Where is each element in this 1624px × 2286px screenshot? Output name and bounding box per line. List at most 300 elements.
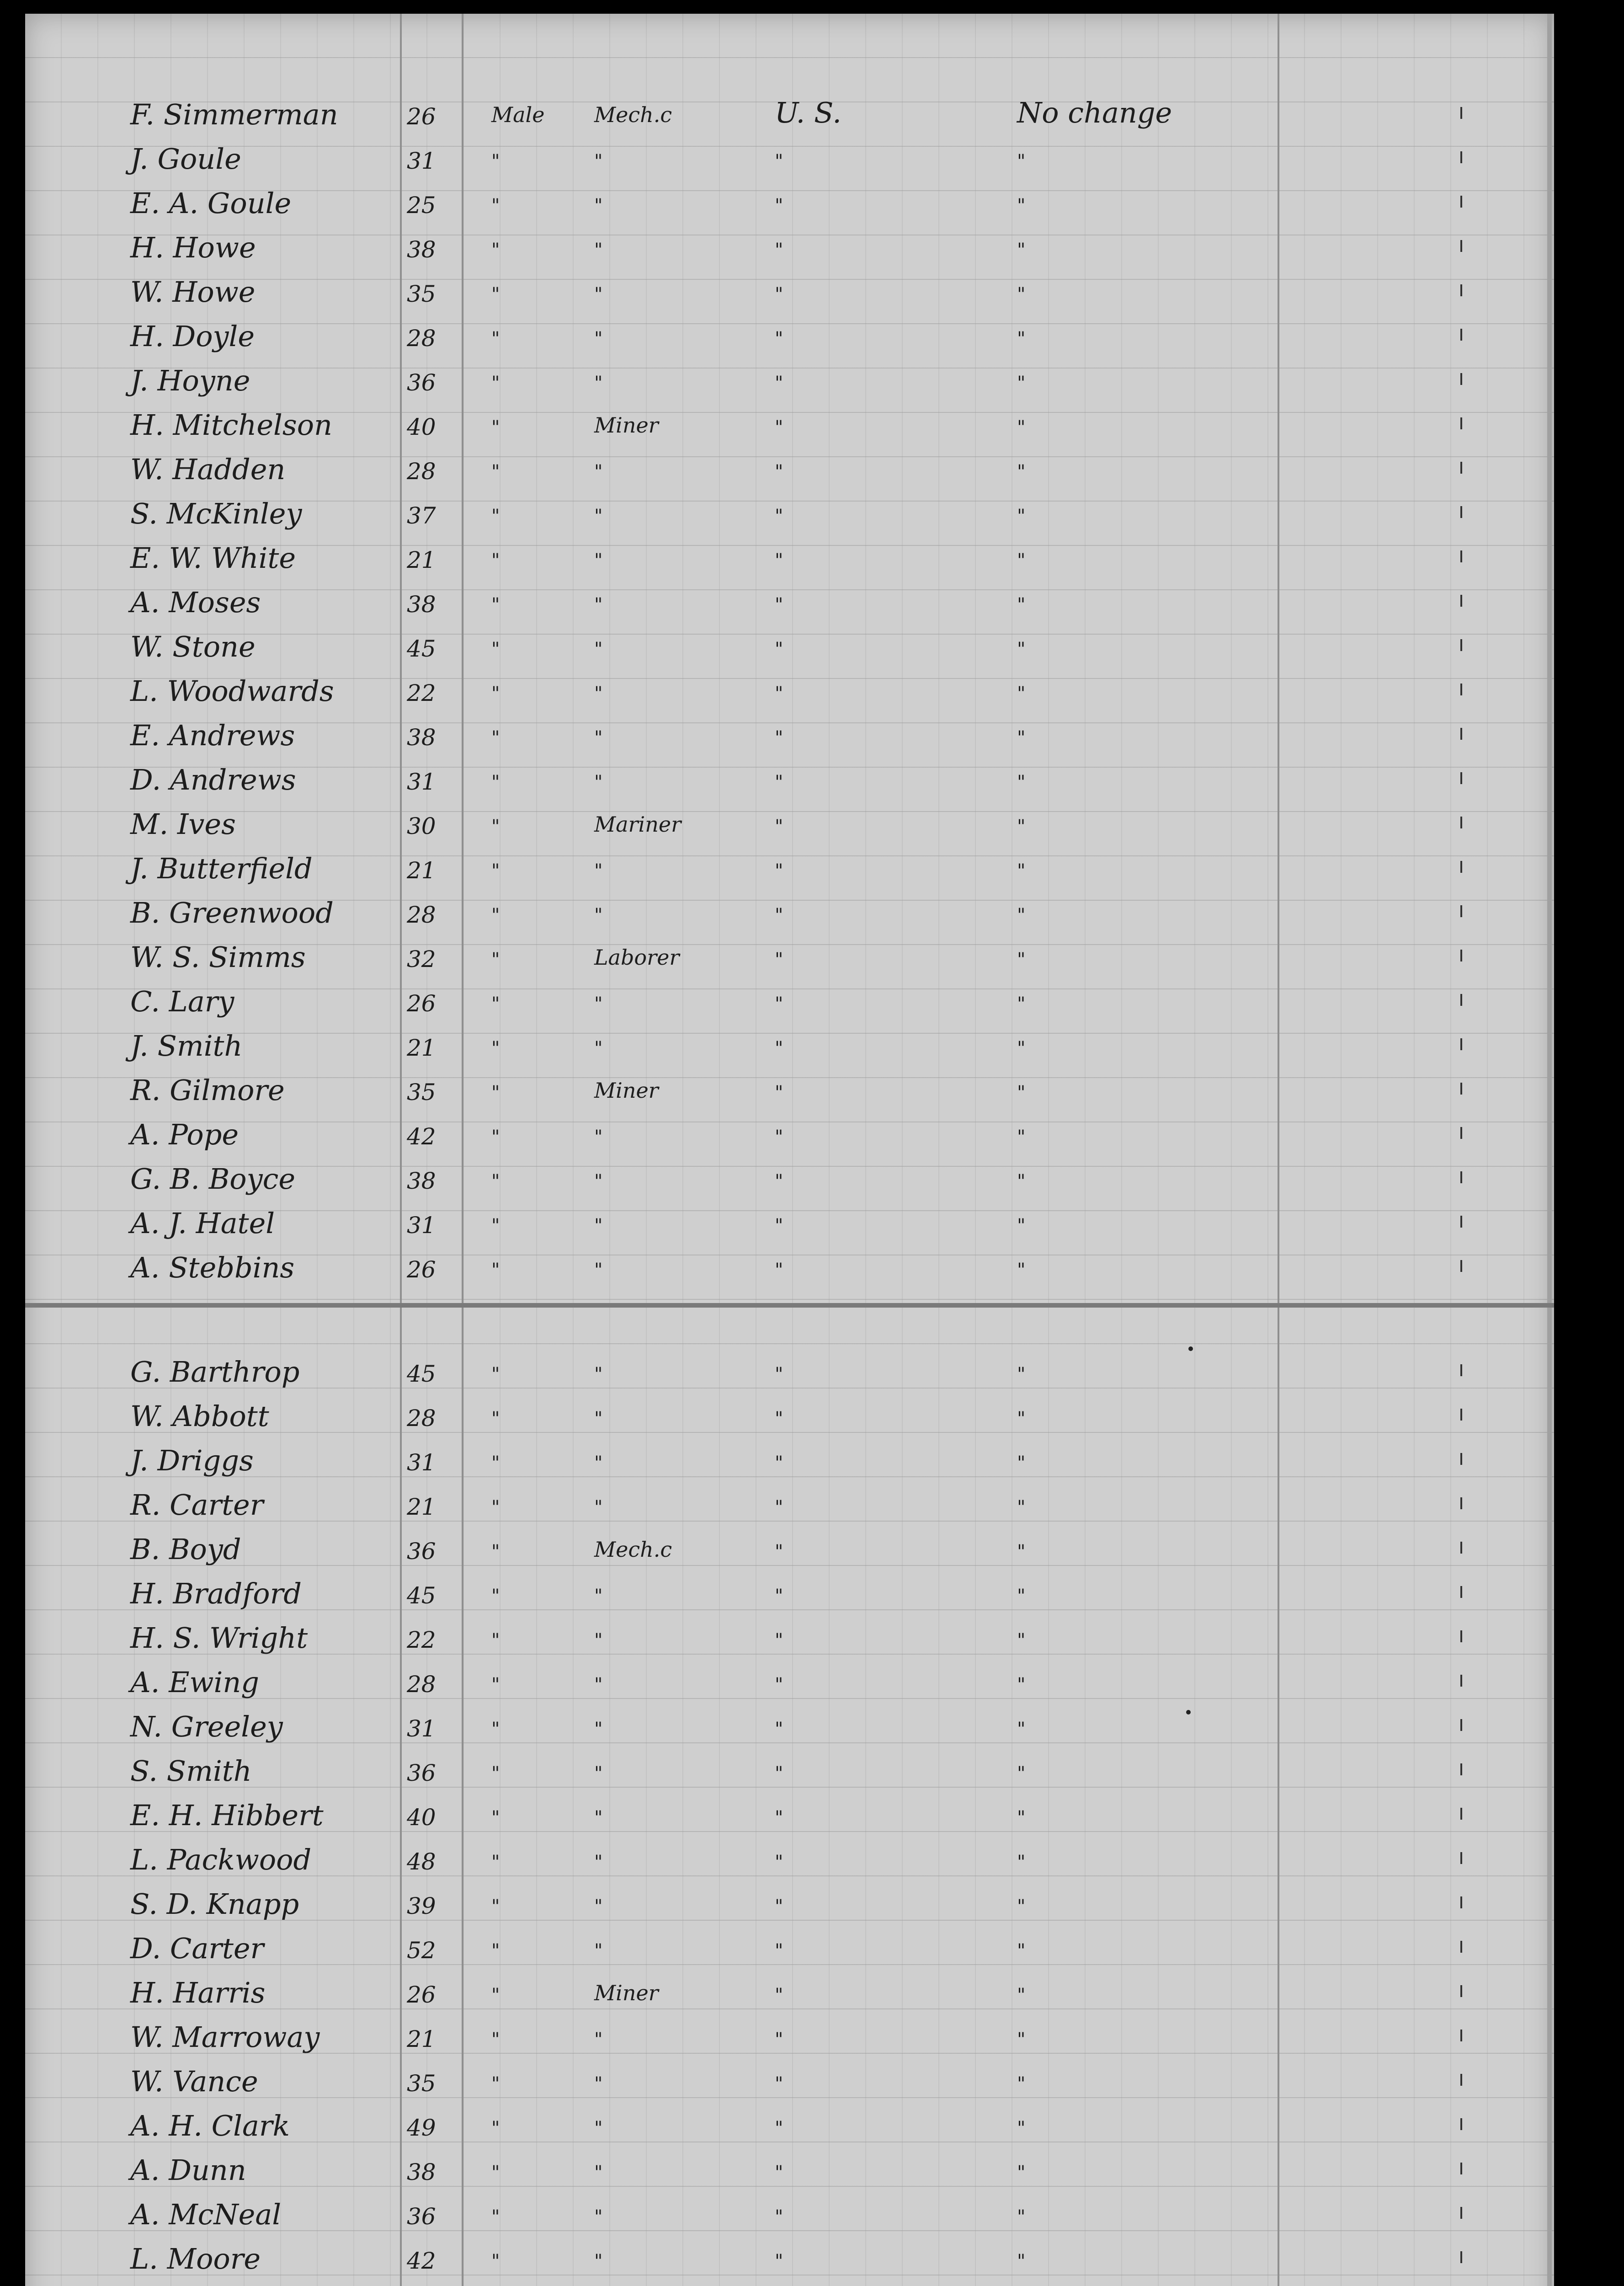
- age-cell: 21: [407, 2026, 436, 2052]
- ditto-mark: [1460, 728, 1462, 740]
- ditto-mark: [1460, 284, 1462, 296]
- name-cell: W. Hadden: [130, 453, 286, 486]
- age-cell: 36: [407, 369, 436, 396]
- occupation-cell: Mech.c: [594, 1537, 672, 1562]
- age-cell: 22: [407, 680, 436, 706]
- birthplace-cell: ": [775, 1453, 783, 1474]
- occupation-cell: ": [594, 683, 603, 704]
- sex-cell: ": [491, 2251, 500, 2272]
- age-cell: 21: [407, 857, 436, 884]
- birthplace-cell: ": [775, 2206, 783, 2227]
- ditto-mark: [1460, 1260, 1462, 1272]
- age-cell: 38: [407, 2159, 436, 2185]
- birthplace-cell: ": [775, 1719, 783, 1740]
- ditto-mark: [1460, 950, 1462, 961]
- name-cell: A. Ewing: [130, 1666, 259, 1699]
- name-cell: E. H. Hibbert: [130, 1799, 324, 1832]
- occupation-cell: ": [594, 195, 603, 216]
- birthplace-cell: ": [775, 993, 783, 1015]
- status-cell: ": [1017, 1215, 1026, 1236]
- status-cell: ": [1017, 328, 1026, 349]
- occupation-cell: ": [594, 328, 603, 349]
- ditto-mark: [1460, 1453, 1462, 1465]
- birthplace-cell: ": [775, 683, 783, 704]
- occupation-cell: ": [594, 1586, 603, 1607]
- occupation-cell: ": [594, 1940, 603, 1961]
- occupation-cell: ": [594, 506, 603, 527]
- status-cell: ": [1017, 993, 1026, 1015]
- sex-cell: ": [491, 1630, 500, 1651]
- occupation-cell: ": [594, 2251, 603, 2272]
- age-cell: 28: [407, 1671, 436, 1698]
- ledger-row: [25, 1925, 1554, 1969]
- status-cell: ": [1017, 1260, 1026, 1281]
- birthplace-cell: ": [775, 2118, 783, 2139]
- sex-cell: ": [491, 2118, 500, 2139]
- ledger-page: [25, 14, 1554, 2286]
- age-cell: 40: [407, 1804, 436, 1831]
- status-cell: ": [1017, 949, 1026, 970]
- status-cell: ": [1017, 1763, 1026, 1784]
- name-cell: G. B. Boyce: [130, 1162, 296, 1196]
- ditto-mark: [1460, 2251, 1462, 2263]
- ledger-row: [25, 934, 1554, 978]
- birthplace-cell: ": [775, 860, 783, 881]
- ledger-row: [25, 1156, 1554, 1200]
- name-cell: A. H. Clark: [130, 2109, 290, 2142]
- ditto-mark: [1460, 639, 1462, 651]
- age-cell: 21: [407, 547, 436, 573]
- ditto-mark: [1460, 1542, 1462, 1554]
- ledger-row: [25, 2236, 1554, 2280]
- ledger-row: [25, 1970, 1554, 2014]
- birthplace-cell: ": [775, 1497, 783, 1518]
- sex-cell: ": [491, 727, 500, 748]
- name-cell: H. Harris: [130, 1976, 266, 2009]
- name-cell: A. McNeal: [130, 2198, 282, 2231]
- age-cell: 42: [407, 2248, 436, 2274]
- status-cell: ": [1017, 1082, 1026, 1103]
- ditto-mark: [1460, 107, 1462, 119]
- ditto-mark: [1460, 2163, 1462, 2174]
- ditto-mark: [1460, 2207, 1462, 2219]
- sex-cell: ": [491, 1408, 500, 1429]
- birthplace-cell: ": [775, 417, 783, 438]
- name-cell: W. Vance: [130, 2065, 258, 2098]
- ditto-mark: [1460, 994, 1462, 1006]
- ledger-row: [25, 2103, 1554, 2147]
- ledger-row: [25, 1200, 1554, 1244]
- ditto-mark: [1460, 196, 1462, 208]
- name-cell: G. Barthrop: [130, 1355, 300, 1389]
- ledger-row: [25, 224, 1554, 268]
- ledger-row: [25, 402, 1554, 446]
- name-cell: R. Carter: [130, 1488, 264, 1522]
- name-cell: R. Gilmore: [130, 1074, 285, 1107]
- occupation-cell: ": [594, 1763, 603, 1784]
- occupation-cell: ": [594, 1453, 603, 1474]
- name-cell: D. Andrews: [130, 763, 296, 796]
- birthplace-cell: ": [775, 1038, 783, 1059]
- name-cell: M. Ives: [130, 807, 236, 841]
- ditto-mark: [1460, 684, 1462, 695]
- age-cell: 52: [407, 1937, 436, 1964]
- ledger-row: [25, 579, 1554, 623]
- age-cell: 35: [407, 1079, 436, 1106]
- birthplace-cell: ": [775, 1940, 783, 1961]
- name-cell: A. J. Hatel: [130, 1207, 275, 1240]
- age-cell: 39: [407, 1893, 436, 1919]
- age-cell: 26: [407, 1256, 436, 1283]
- name-cell: J. Hoyne: [130, 364, 250, 397]
- occupation-cell: ": [594, 1630, 603, 1651]
- ledger-row: [25, 1067, 1554, 1111]
- occupation-cell: ": [594, 461, 603, 482]
- occupation-cell: ": [594, 284, 603, 305]
- ledger-row: [25, 1659, 1554, 1703]
- age-cell: 49: [407, 2115, 436, 2141]
- name-cell: A. Dunn: [130, 2153, 246, 2187]
- sex-cell: ": [491, 550, 500, 571]
- ledger-row: [25, 136, 1554, 180]
- sex-cell: ": [491, 1763, 500, 1784]
- ledger-row: [25, 1792, 1554, 1836]
- sex-cell: ": [491, 1674, 500, 1695]
- ditto-mark: [1460, 1127, 1462, 1139]
- status-cell: ": [1017, 1719, 1026, 1740]
- age-cell: 36: [407, 1760, 436, 1786]
- sex-cell: ": [491, 905, 500, 926]
- ledger-row: [25, 2058, 1554, 2102]
- status-cell: ": [1017, 506, 1026, 527]
- birthplace-cell: ": [775, 284, 783, 305]
- birthplace-cell: ": [775, 1408, 783, 1429]
- birthplace-cell: ": [775, 727, 783, 748]
- page-fold: [25, 1303, 1554, 1308]
- birthplace-cell: U. S.: [775, 96, 841, 129]
- sex-cell: ": [491, 1497, 500, 1518]
- sex-cell: ": [491, 284, 500, 305]
- age-cell: 45: [407, 1361, 436, 1387]
- occupation-cell: Miner: [594, 413, 659, 438]
- status-cell: ": [1017, 1896, 1026, 1917]
- birthplace-cell: ": [775, 2073, 783, 2094]
- birthplace-cell: ": [775, 1985, 783, 2006]
- name-cell: W. S. Simms: [130, 940, 306, 974]
- status-cell: ": [1017, 1364, 1026, 1385]
- birthplace-cell: ": [775, 1215, 783, 1236]
- ditto-mark: [1460, 151, 1462, 163]
- ditto-mark: [1460, 1364, 1462, 1376]
- sex-cell: ": [491, 949, 500, 970]
- occupation-cell: ": [594, 550, 603, 571]
- name-cell: S. D. Knapp: [130, 1887, 299, 1921]
- ditto-mark: [1460, 1216, 1462, 1228]
- ditto-mark: [1460, 1171, 1462, 1183]
- ledger-row: [25, 668, 1554, 712]
- name-cell: S. McKinley: [130, 497, 302, 530]
- ledger-row: [25, 712, 1554, 756]
- sex-cell: ": [491, 240, 500, 261]
- occupation-cell: ": [594, 905, 603, 926]
- birthplace-cell: ": [775, 461, 783, 482]
- sex-cell: ": [491, 1215, 500, 1236]
- sex-cell: ": [491, 151, 500, 172]
- age-cell: 48: [407, 1848, 436, 1875]
- status-cell: ": [1017, 860, 1026, 881]
- status-cell: No change: [1017, 96, 1172, 129]
- occupation-cell: ": [594, 2206, 603, 2227]
- sex-cell: ": [491, 2073, 500, 2094]
- ditto-mark: [1460, 817, 1462, 828]
- occupation-cell: ": [594, 993, 603, 1015]
- occupation-cell: ": [594, 1719, 603, 1740]
- age-cell: 38: [407, 1168, 436, 1194]
- birthplace-cell: ": [775, 1541, 783, 1562]
- status-cell: ": [1017, 2073, 1026, 2094]
- occupation-cell: ": [594, 1364, 603, 1385]
- name-cell: A. Moses: [130, 586, 261, 619]
- sex-cell: ": [491, 2029, 500, 2050]
- occupation-cell: Mech.c: [594, 102, 672, 127]
- status-cell: ": [1017, 639, 1026, 660]
- age-cell: 38: [407, 591, 436, 618]
- age-cell: 31: [407, 148, 436, 174]
- ditto-mark: [1460, 861, 1462, 873]
- status-cell: ": [1017, 151, 1026, 172]
- status-cell: ": [1017, 816, 1026, 837]
- birthplace-cell: ": [775, 1852, 783, 1873]
- ditto-mark: [1460, 1630, 1462, 1642]
- sex-cell: ": [491, 639, 500, 660]
- birthplace-cell: ": [775, 2162, 783, 2183]
- occupation-cell: ": [594, 2162, 603, 2183]
- ditto-mark: [1460, 905, 1462, 917]
- age-cell: 31: [407, 1715, 436, 1742]
- age-cell: 32: [407, 946, 436, 972]
- ledger-row: [25, 358, 1554, 401]
- status-cell: ": [1017, 1630, 1026, 1651]
- sex-cell: ": [491, 1940, 500, 1961]
- age-cell: 38: [407, 724, 436, 751]
- status-cell: ": [1017, 1985, 1026, 2006]
- birthplace-cell: ": [775, 506, 783, 527]
- age-cell: 26: [407, 990, 436, 1017]
- occupation-cell: ": [594, 772, 603, 793]
- age-cell: 28: [407, 458, 436, 485]
- occupation-cell: ": [594, 1127, 603, 1148]
- name-cell: F. Simmerman: [130, 98, 338, 131]
- sex-cell: ": [491, 1364, 500, 1385]
- ledger-row: [25, 624, 1554, 668]
- name-cell: A. Pope: [130, 1118, 239, 1151]
- occupation-cell: ": [594, 151, 603, 172]
- sex-cell: Male: [491, 102, 545, 127]
- status-cell: ": [1017, 1497, 1026, 1518]
- age-cell: 36: [407, 1538, 436, 1565]
- occupation-cell: Laborer: [594, 945, 680, 970]
- birthplace-cell: ": [775, 1630, 783, 1651]
- occupation-cell: ": [594, 1807, 603, 1828]
- occupation-cell: ": [594, 240, 603, 261]
- status-cell: ": [1017, 1127, 1026, 1148]
- name-cell: H. Bradford: [130, 1577, 302, 1610]
- sex-cell: ": [491, 2206, 500, 2227]
- ledger-row: [25, 313, 1554, 357]
- name-cell: N. Greeley: [130, 1710, 283, 1743]
- ditto-mark: [1460, 772, 1462, 784]
- ledger-row: [25, 890, 1554, 934]
- ditto-mark: [1460, 1586, 1462, 1598]
- occupation-cell: ": [594, 1852, 603, 1873]
- ledger-row: [25, 269, 1554, 313]
- ledger-row: [25, 91, 1554, 135]
- name-cell: W. Howe: [130, 275, 256, 309]
- occupation-cell: ": [594, 2118, 603, 2139]
- age-cell: 38: [407, 236, 436, 263]
- birthplace-cell: ": [775, 151, 783, 172]
- age-cell: 31: [407, 1449, 436, 1476]
- status-cell: ": [1017, 2029, 1026, 2050]
- status-cell: ": [1017, 2162, 1026, 2183]
- birthplace-cell: ": [775, 949, 783, 970]
- ledger-row: [25, 845, 1554, 889]
- sex-cell: ": [491, 417, 500, 438]
- sex-cell: ": [491, 328, 500, 349]
- ledger-row: [25, 1349, 1554, 1393]
- sex-cell: ": [491, 506, 500, 527]
- name-cell: L. Packwood: [130, 1843, 312, 1876]
- age-cell: 21: [407, 1494, 436, 1520]
- ledger-row: [25, 1393, 1554, 1437]
- sex-cell: ": [491, 195, 500, 216]
- occupation-cell: ": [594, 1260, 603, 1281]
- sex-cell: ": [491, 816, 500, 837]
- sex-cell: ": [491, 772, 500, 793]
- occupation-cell: ": [594, 2029, 603, 2050]
- sex-cell: ": [491, 594, 500, 615]
- name-cell: J. Butterfield: [130, 852, 313, 885]
- ledger-row: [25, 1837, 1554, 1880]
- age-cell: 21: [407, 1035, 436, 1061]
- name-cell: S. Smith: [130, 1754, 252, 1788]
- occupation-cell: Miner: [594, 1078, 659, 1103]
- status-cell: ": [1017, 1038, 1026, 1059]
- status-cell: ": [1017, 1674, 1026, 1695]
- age-cell: 31: [407, 1212, 436, 1239]
- name-cell: J. Smith: [130, 1029, 243, 1063]
- occupation-cell: ": [594, 594, 603, 615]
- sex-cell: ": [491, 1082, 500, 1103]
- ditto-mark: [1460, 550, 1462, 562]
- status-cell: ": [1017, 2206, 1026, 2227]
- name-cell: W. Stone: [130, 630, 256, 663]
- ledger-row: [25, 2147, 1554, 2191]
- ditto-mark: [1460, 1675, 1462, 1687]
- birthplace-cell: ": [775, 905, 783, 926]
- age-cell: 30: [407, 813, 436, 839]
- ditto-mark: [1460, 1808, 1462, 1820]
- sex-cell: ": [491, 1719, 500, 1740]
- age-cell: 31: [407, 769, 436, 795]
- sex-cell: ": [491, 1807, 500, 1828]
- age-cell: 26: [407, 103, 436, 130]
- birthplace-cell: ": [775, 1082, 783, 1103]
- sex-cell: ": [491, 1260, 500, 1281]
- status-cell: ": [1017, 550, 1026, 571]
- ditto-mark: [1460, 1941, 1462, 1953]
- ditto-mark: [1460, 1038, 1462, 1050]
- status-cell: ": [1017, 195, 1026, 216]
- ledger-row: [25, 1570, 1554, 1614]
- status-cell: ": [1017, 1453, 1026, 1474]
- status-cell: ": [1017, 1586, 1026, 1607]
- ledger-row: [25, 1881, 1554, 1925]
- name-cell: B. Boyd: [130, 1533, 241, 1566]
- occupation-cell: Mariner: [594, 812, 682, 837]
- status-cell: ": [1017, 905, 1026, 926]
- status-cell: ": [1017, 727, 1026, 748]
- ditto-mark: [1460, 506, 1462, 518]
- ditto-mark: [1460, 329, 1462, 341]
- ditto-mark: [1460, 240, 1462, 252]
- status-cell: ": [1017, 2118, 1026, 2139]
- sex-cell: ": [491, 1171, 500, 1192]
- occupation-cell: ": [594, 1408, 603, 1429]
- birthplace-cell: ": [775, 816, 783, 837]
- sex-cell: ": [491, 993, 500, 1015]
- occupation-cell: ": [594, 1171, 603, 1192]
- age-cell: 35: [407, 2070, 436, 2097]
- ledger-row: [25, 446, 1554, 490]
- ledger-row: [25, 180, 1554, 224]
- birthplace-cell: ": [775, 1171, 783, 1192]
- ditto-mark: [1460, 1896, 1462, 1908]
- sex-cell: ": [491, 1896, 500, 1917]
- ledger-row: [25, 1244, 1554, 1288]
- ditto-mark: [1460, 1083, 1462, 1095]
- ditto-mark: [1460, 1497, 1462, 1509]
- status-cell: ": [1017, 461, 1026, 482]
- ledger-row: [25, 491, 1554, 534]
- birthplace-cell: ": [775, 772, 783, 793]
- sex-cell: ": [491, 1127, 500, 1148]
- name-cell: D. Carter: [130, 1932, 264, 1965]
- occupation-cell: ": [594, 1896, 603, 1917]
- age-cell: 42: [407, 1123, 436, 1150]
- ledger-row: [25, 757, 1554, 801]
- birthplace-cell: ": [775, 1127, 783, 1148]
- ditto-mark: [1460, 1852, 1462, 1864]
- birthplace-cell: ": [775, 1896, 783, 1917]
- age-cell: 40: [407, 414, 436, 440]
- sex-cell: ": [491, 860, 500, 881]
- birthplace-cell: ": [775, 639, 783, 660]
- name-cell: H. Doyle: [130, 320, 255, 353]
- age-cell: 28: [407, 1405, 436, 1431]
- sex-cell: ": [491, 1985, 500, 2006]
- name-cell: H. Mitchelson: [130, 408, 332, 442]
- occupation-cell: ": [594, 639, 603, 660]
- sex-cell: ": [491, 1453, 500, 1474]
- birthplace-cell: ": [775, 2251, 783, 2272]
- birthplace-cell: ": [775, 1807, 783, 1828]
- ledger-row: [25, 1111, 1554, 1155]
- age-cell: 28: [407, 325, 436, 352]
- status-cell: ": [1017, 1171, 1026, 1192]
- birthplace-cell: ": [775, 195, 783, 216]
- name-cell: C. Lary: [130, 985, 234, 1018]
